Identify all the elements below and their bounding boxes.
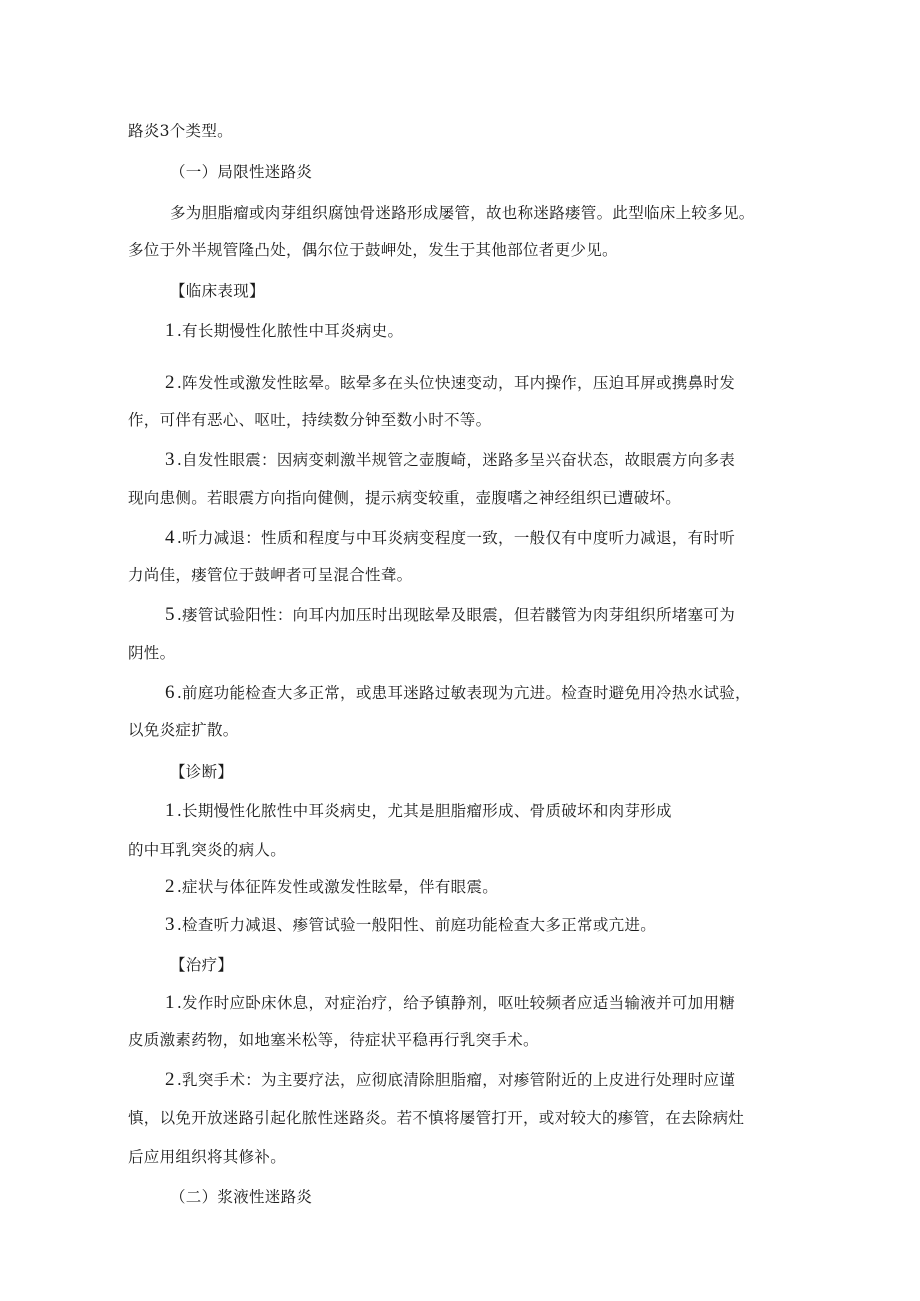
- text-line: 现向患侧。若眼震方向指向健侧，提示病变较重，壶腹嗜之神经组织已遭破坏。: [128, 489, 682, 507]
- list-item: 4 .听力减退：性质和程度与中耳炎病变程度一致，一般仅有中度听力减退，有时听: [165, 527, 736, 548]
- subsection-heading: 【诊断】: [170, 763, 234, 781]
- list-item: 3 .自发性眼震：因病变刺激半规管之壶腹崎，迷路多呈兴奋状态，故眼震方向多表: [165, 449, 736, 470]
- text-line: 以免炎症扩散。: [128, 721, 239, 739]
- text-line: 的中耳乳突炎的病人。: [128, 841, 287, 859]
- text-line: 多位于外半规管隆凸处，偶尔位于鼓岬处，发生于其他部位者更少见。: [128, 241, 618, 259]
- text-line: 作，可伴有恶心、呕吐，持续数分钟至数小时不等。: [128, 411, 492, 429]
- list-item: 5 .瘘管试验阳性：向耳内加压时出现眩晕及眼震，但若髅管为肉芽组织所堵塞可为: [165, 604, 736, 625]
- text-line: 路炎3个类型。: [128, 122, 233, 140]
- list-item: 1 .长期慢性化脓性中耳炎病史，尤其是胆脂瘤形成、骨质破坏和肉芽形成: [165, 800, 672, 821]
- list-item: 1 .有长期慢性化脓性中耳炎病史。: [165, 320, 404, 341]
- text-line: 多为胆脂瘤或肉芽组织腐蚀骨迷路形成屡管，故也称迷路瘘管。此型临床上较多见。: [170, 204, 755, 222]
- text-line: 力尚佳，瘘管位于鼓岬者可呈混合性聋。: [128, 566, 413, 584]
- list-item: 2 .乳突手术：为主要疗法，应彻底清除胆脂瘤，对瘆管附近的上皮进行处理时应谨: [165, 1069, 736, 1090]
- list-item: 3 .检查听力减退、瘆管试验一般阳性、前庭功能检查大多正常或亢进。: [165, 914, 657, 935]
- list-item: 6 .前庭功能检查大多正常，或患耳迷路过敏表现为亢进。检查时避免用冷热水试验，: [165, 682, 751, 703]
- text-line: 阴性。: [128, 644, 176, 662]
- text-line: 后应用组织将其修补。: [128, 1148, 287, 1166]
- list-item: 2 .症状与体征阵发性或激发性眩晕，伴有眼震。: [165, 876, 499, 897]
- text-line: 皮质激素药物，如地塞米松等，待症状平稳再行乳突手术。: [128, 1031, 539, 1049]
- section-heading: （二）浆液性迷路炎: [170, 1188, 313, 1206]
- list-item: 2 .阵发性或激发性眩晕。眩晕多在头位快速变动，耳内操作，压迫耳屏或携鼻时发: [165, 372, 736, 393]
- section-heading: （一）局限性迷路炎: [170, 163, 313, 181]
- subsection-heading: 【治疗】: [170, 956, 234, 974]
- subsection-heading: 【临床表现】: [170, 282, 265, 300]
- text-line: 慎，以免开放迷路引起化脓性迷路炎。若不慎将屡管打开，或对较大的瘆管，在去除病灶: [128, 1109, 745, 1127]
- list-item: 1 .发作时应卧床休息，对症治疗，给予镇静剂，呕吐较频者应适当输液并可加用糖: [165, 992, 736, 1013]
